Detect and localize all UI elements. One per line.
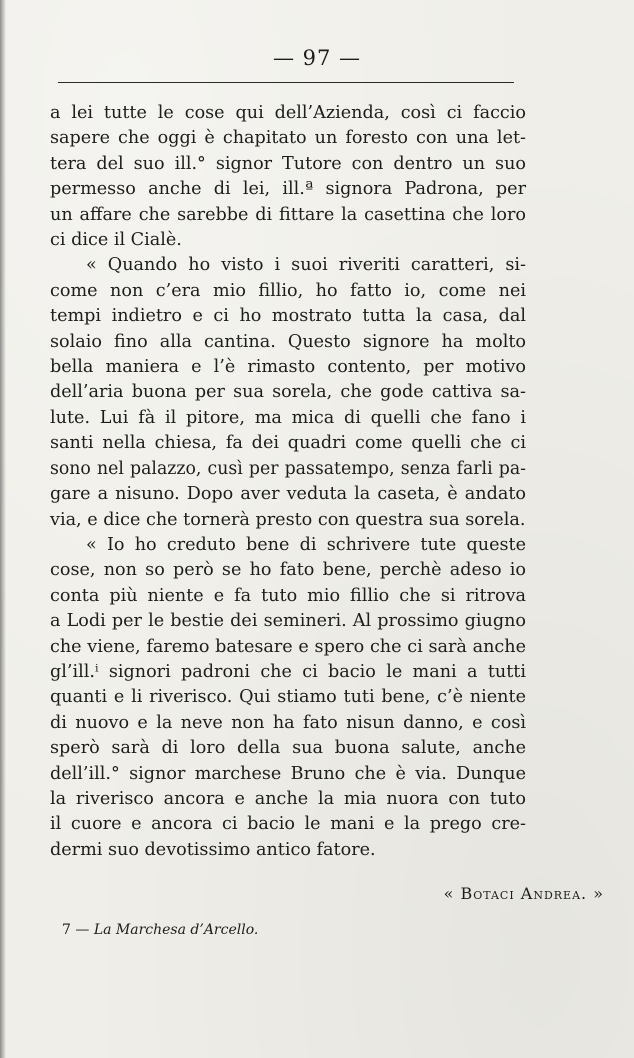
text-line: il cuore e ancora ci bacio le mani e la prego cre- [50,814,526,835]
text-line: solaio fino alla cantina. Questo signore ha molto [50,331,526,352]
page-number: — 97 — [272,46,362,70]
text-line: tera del suo ill.° signor Tutore con dentro un suo [50,153,526,174]
text-line: gare a nisuno. Dopo aver veduta la caseta, è andato [50,484,526,505]
footer-signature-line [62,922,258,938]
text-line: cose, non so però se ho fato bene, perchè adeso io [50,560,526,581]
signature-mark: 7 — [62,922,90,938]
text-line: di nuovo e la neve non ha fato nisun danno, e così [50,712,526,733]
text-line: « Quando ho visto i suoi riveriti caratteri, si- [86,255,526,276]
text-line: ci dice il Cialè. [50,230,182,251]
body-text [50,101,526,863]
text-line: un affare che sarebbe di fittare la casettina che loro [50,204,526,225]
text-line: che viene, faremo batesare e spero che ci sarà anche [50,636,526,657]
text-line: lute. Lui fà il pitore, ma mica di quelli che fano i [50,407,526,428]
text-line: dermi suo devotissimo antico fatore. [50,839,376,860]
text-line: permesso anche di lei, ill.ª signora Padrona, per [50,179,526,200]
text-line: dell’ill.° signor marchese Bruno che è via. Dunque [50,763,526,784]
text-line: quanti e li riverisco. Qui stiamo tuti bene, c’è niente [50,687,526,708]
text-line: la riverisco ancora e anche la mia nuora con tuto [50,788,526,809]
text-line: tempi indietro e ci ho mostrato tutta la casa, dal [50,306,526,327]
text-line: via, e dice che tornerà presto con questra sua sorela. [50,509,526,530]
text-line: gl’ill.ⁱ signori padroni che ci bacio le mani a tutti [50,661,526,682]
text-line: « Io ho creduto bene di schrivere tute queste [86,534,526,555]
header-rule [58,82,514,83]
letter-signature: « Botaci Andrea. » [443,884,604,903]
text-line: sperò sarà di loro della sua buona salute, anche [50,738,526,759]
text-line: a Lodi per le bestie dei semineri. Al prossimo giugno [50,611,526,632]
text-line: come non c’era mio fillio, ho fatto io, come nei [50,280,526,301]
text-line: dell’aria buona per sua sorela, che gode cattiva sa- [50,382,526,403]
book-title: La Marchesa d’Arcello. [93,922,259,938]
text-line: bella maniera e l’è rimasto contento, per motivo [50,357,526,378]
text-line: santi nella chiesa, fa dei quadri come quelli che ci [50,433,526,454]
text-line: sono nel palazzo, cusì per passatempo, senza farli pa- [50,458,526,479]
text-line: conta più niente e fa tuto mio fillio che si ritrova [50,585,526,606]
text-line: a lei tutte le cose qui dell’Azienda, così ci faccio [50,103,526,123]
text-line: sapere che oggi è chapitato un foresto con una let- [50,128,526,149]
